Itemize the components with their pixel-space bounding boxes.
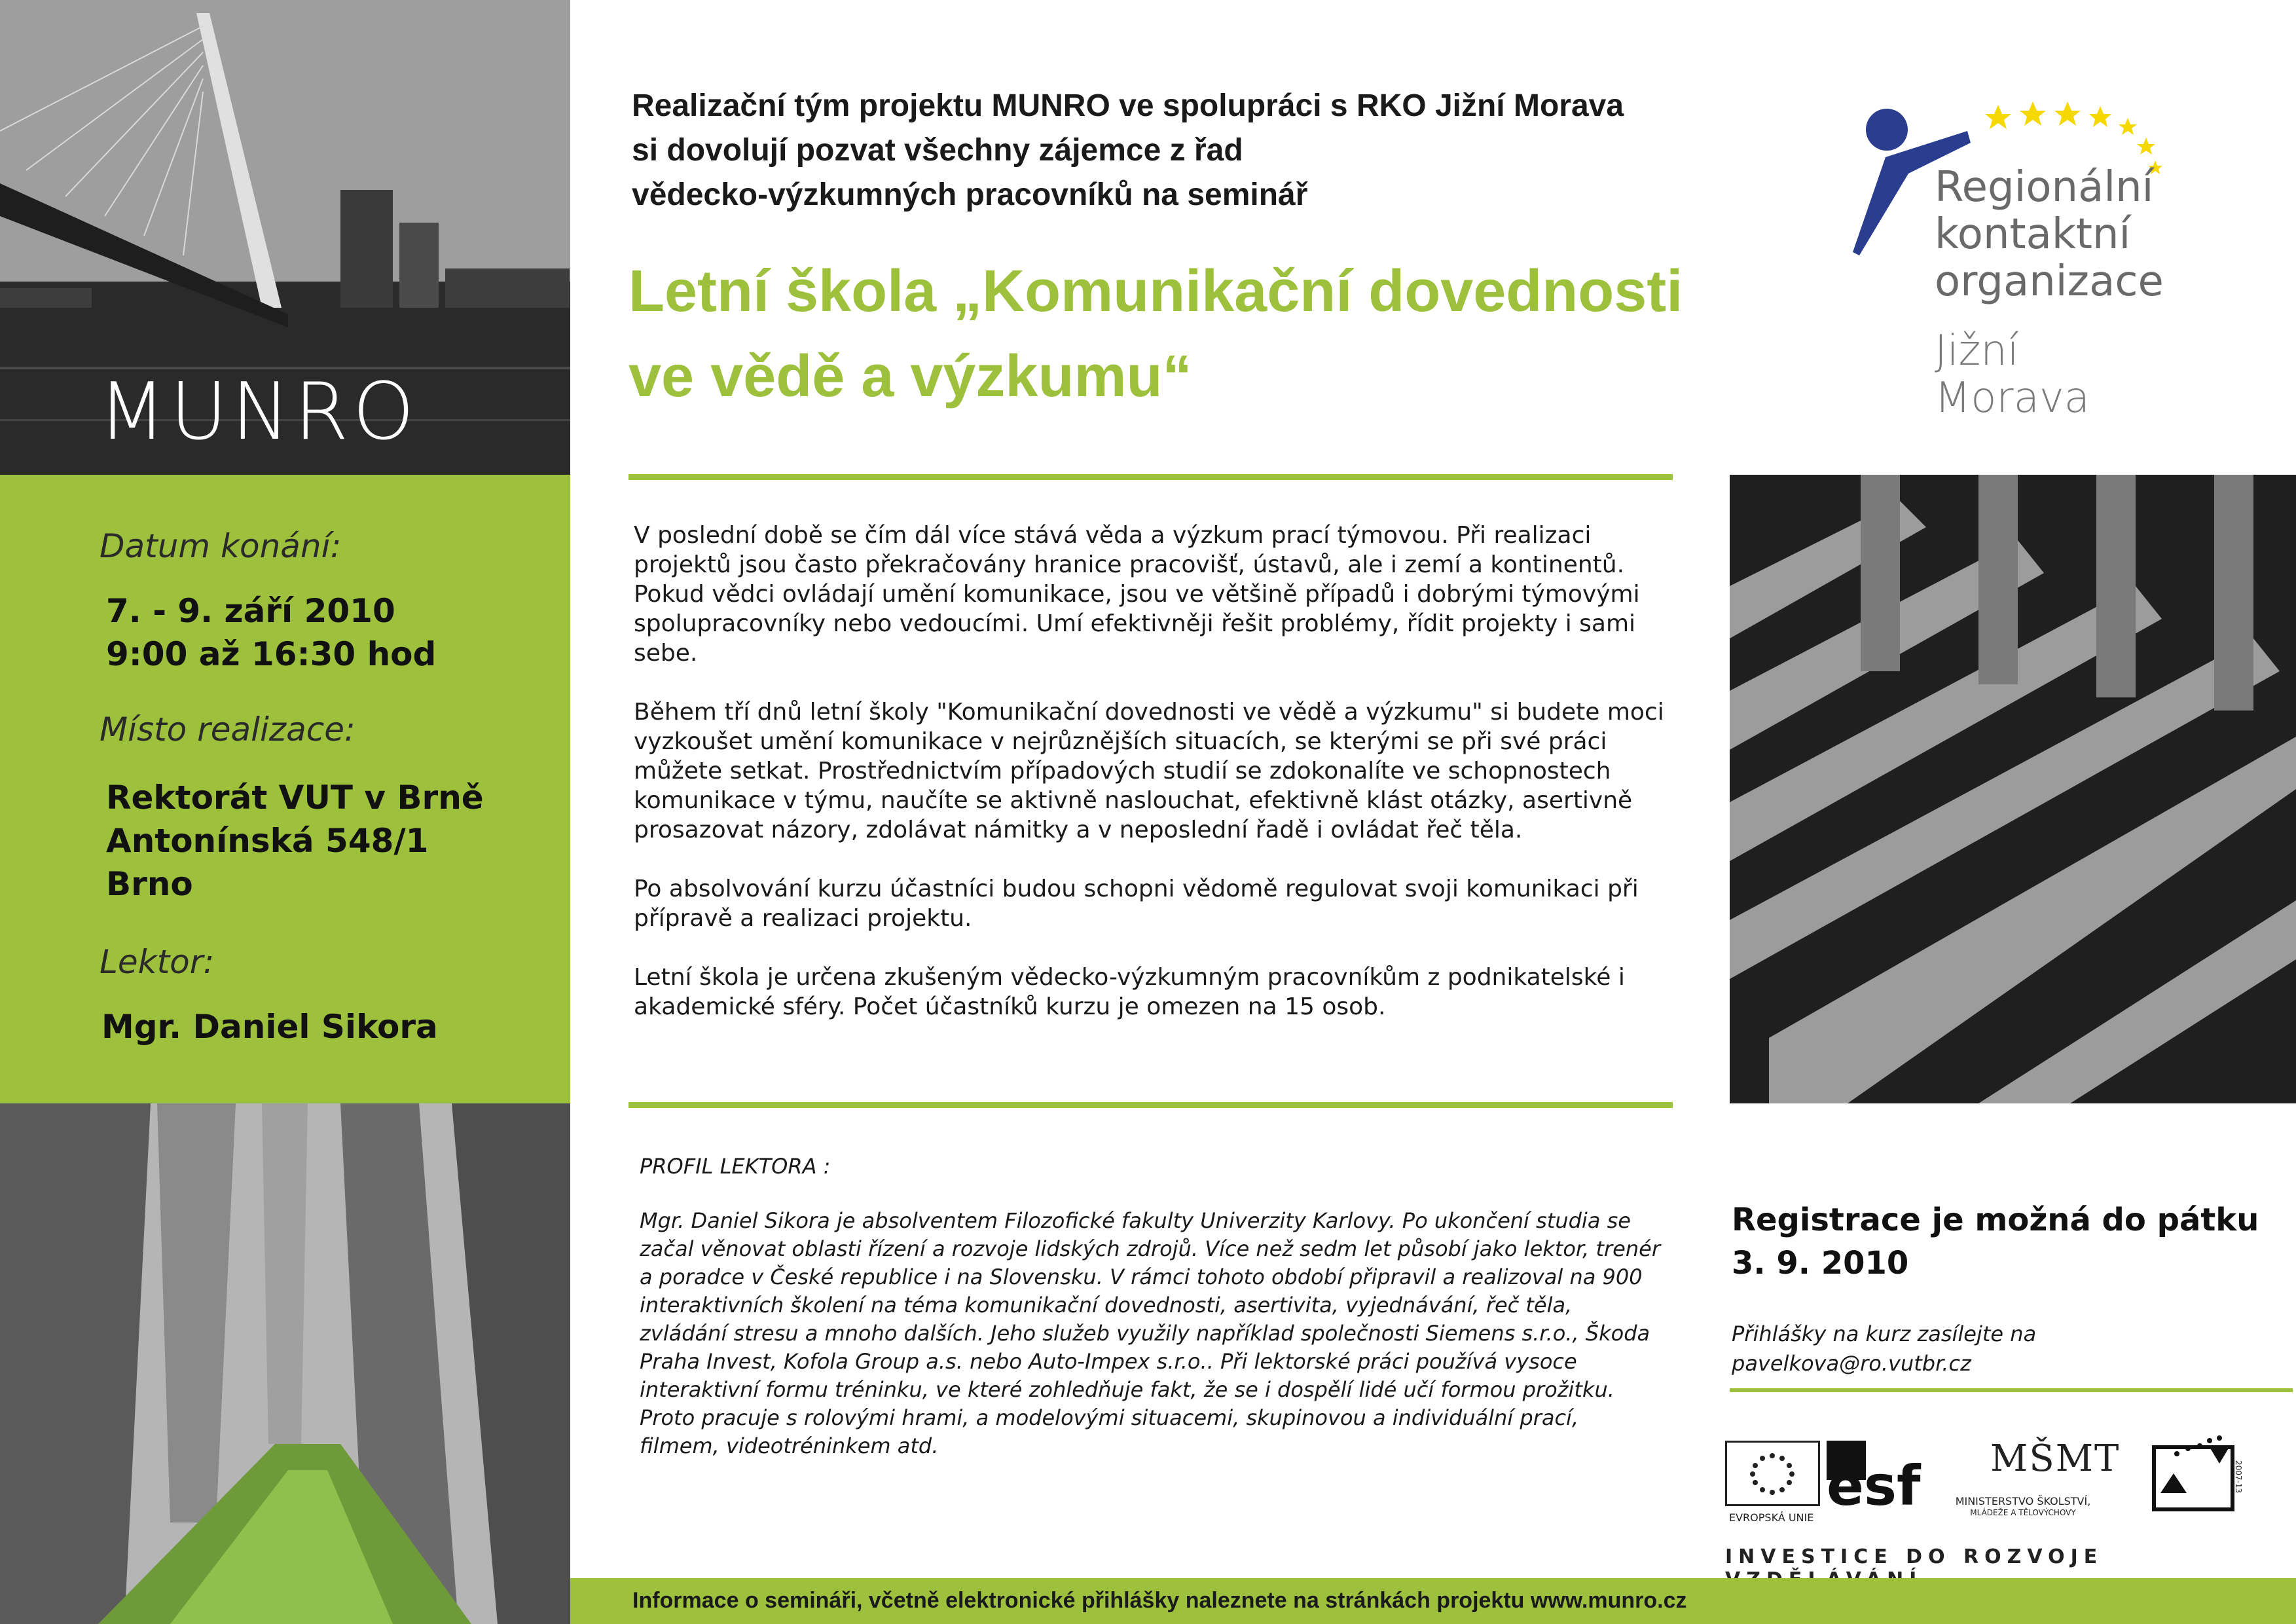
event-title xyxy=(629,249,1683,419)
body-paragraph: Po absolvování kurzu účastníci budou schopni vědomě regulovat svoji komunikaci při přípravě a realizaci projektu. xyxy=(634,876,1639,932)
msmt-logo xyxy=(1951,1437,2121,1526)
registration-note xyxy=(1732,1320,2036,1378)
rko-logo xyxy=(1846,92,2187,422)
footer-bar xyxy=(570,1578,2296,1624)
lecturer-name: Mgr. Daniel Sikora xyxy=(101,1008,438,1046)
registration-email[interactable]: pavelkova@ro.vutbr.cz xyxy=(1732,1351,1971,1376)
esf-logo xyxy=(1827,1441,1921,1519)
bench-photo xyxy=(1730,475,2296,1103)
op-years: 2007-13 xyxy=(2234,1460,2243,1494)
date-line: 7. - 9. září 2010 xyxy=(106,592,395,630)
profile-text: Mgr. Daniel Sikora je absolventem Filozofické fakulty Univerzity Karlovy. Po ukončení studia se začal věnovat oblasti řízení a rozvoje lidských zdrojů. Více než sedm let působí jako lektor, trenér a poradce v České republice i na Slovensku. V rámci tohoto období připravil a realizoval na 900 interaktivních školení na téma komunikační dovednosti, asertivita, vyjednávání, řeč těla, zvládání stresu a mnoho dalších. Jeho služeb využily například společnosti Siemens s.r.o., Škoda Praha Invest, Kofola Group a.s. nebo Auto-Impex s.r.o.. Při lektorské práci používá vysoce interaktivní formu tréninku, ve které zohledňuje fakt, že se i dospělí lidé učí formou prožitku. Proto pracuje s rolovými hrami, a modelovými situacemi, skupinovou a individuální prací, filmem, videotréninkem atd. xyxy=(640,1208,1660,1458)
place-value xyxy=(106,776,484,906)
title-line: Letní škola „Komunikační dovednosti xyxy=(629,259,1683,324)
registration-line: Registrace je možná do pátku xyxy=(1732,1202,2259,1238)
intro-line: Realizační tým projektu MUNRO ve spolupráci s RKO Jižní Morava xyxy=(632,88,1624,123)
time-line: 9:00 až 16:30 hod xyxy=(106,635,437,673)
rko-line: organizace xyxy=(1935,257,2164,306)
body-paragraph: Během tří dnů letní školy "Komunikační dovednosti ve vědě a výzkumu" si budete moci vyzkoušet umění komunikace v nejrůznějších situacích, se kterými se při své práci můžete setkat. Prostřednictvím případových studií se zdokonalíte ve schopnostech komunikace v týmu, naučíte se aktivně naslouchat, efektivně klást otázky, asertivně prosazovat názory, zdolávat námitky a v neposlední řadě i ovládat řeč těla. xyxy=(634,699,1664,843)
op-logo xyxy=(2147,1434,2246,1522)
place-line: Antonínská 548/1 xyxy=(106,822,429,860)
msmt-line: MLÁDEŽE A TĚLOVÝCHOVY xyxy=(1970,1508,2076,1517)
body-paragraph: V poslední době se čím dál více stává věda a výzkum prací týmovou. Při realizaci projektů jsou často překračovány hranice pracovišť, ústavů, ale i zemí a kontinentů. Pokud vědci ovládají umění komunikace, jsou ve většině případů i dobrými týmovými spolupracovníky nebo vedoucími. Umí efektivněji řešit problémy, řídit projekty i sami sebe. xyxy=(634,522,1640,667)
lecturer-profile xyxy=(640,1153,1661,1460)
eu-stars-icon xyxy=(1727,1443,1818,1504)
intro-line: vědecko-výzkumných pracovníků na seminář xyxy=(632,177,1308,212)
event-info-panel xyxy=(0,475,570,1103)
registration-date: 3. 9. 2010 xyxy=(1732,1245,1909,1282)
divider xyxy=(629,474,1673,480)
slogan: INVESTICE DO ROZVOJE xyxy=(1725,1545,2104,1568)
bridge-photo xyxy=(0,0,570,475)
trees-illustration xyxy=(0,1103,570,1624)
munro-logo: MUNRO xyxy=(98,367,418,458)
intro-text xyxy=(632,84,1624,217)
body-paragraph: Letní škola je určena zkušeným vědecko-výzkumným pracovníkům z podnikatelské i akademické sféry. Počet účastníků kurzu je omezen na 15 osob. xyxy=(634,964,1625,1020)
date-label: Datum konání: xyxy=(100,527,342,565)
body-text xyxy=(634,521,1668,1022)
esf-label: esf xyxy=(1827,1454,1921,1518)
bench-illustration xyxy=(1730,475,2296,1103)
eu-label: EVROPSKÁ UNIE xyxy=(1729,1511,1814,1524)
eu-logo xyxy=(1725,1441,1820,1529)
rko-region: Jižní Morava xyxy=(1935,327,2090,422)
place-line: Rektorát VUT v Brně xyxy=(106,779,484,817)
title-line: ve vědě a výzkumu“ xyxy=(629,344,1192,409)
msmt-mark: MŠMT xyxy=(1990,1437,2121,1480)
registration-deadline xyxy=(1732,1198,2259,1285)
place-label: Místo realizace: xyxy=(100,710,355,748)
divider xyxy=(1730,1388,2293,1392)
divider xyxy=(629,1102,1673,1108)
eu-flag-icon xyxy=(1725,1441,1820,1506)
intro-line: si dovolují pozvat všechny zájemce z řad xyxy=(632,133,1243,168)
place-line: Brno xyxy=(106,865,193,903)
footer-text: Informace o semináři, včetně elektronické přihlášky naleznete na stránkách projektu www.munro.cz xyxy=(632,1588,1687,1613)
rko-name xyxy=(1935,164,2164,305)
profile-heading: PROFIL LEKTORA : xyxy=(640,1154,831,1179)
rko-line: Regionální xyxy=(1935,163,2154,212)
trees-photo xyxy=(0,1103,570,1624)
date-value xyxy=(106,589,436,676)
op-arrow-icon xyxy=(2147,1434,2246,1522)
rko-line: kontaktní xyxy=(1935,210,2131,259)
registration-note-line: Přihlášky na kurz zasílejte na xyxy=(1732,1321,2037,1346)
lecturer-label: Lektor: xyxy=(100,943,215,981)
msmt-line: MINISTERSTVO ŠKOLSTVÍ, xyxy=(1955,1495,2091,1507)
